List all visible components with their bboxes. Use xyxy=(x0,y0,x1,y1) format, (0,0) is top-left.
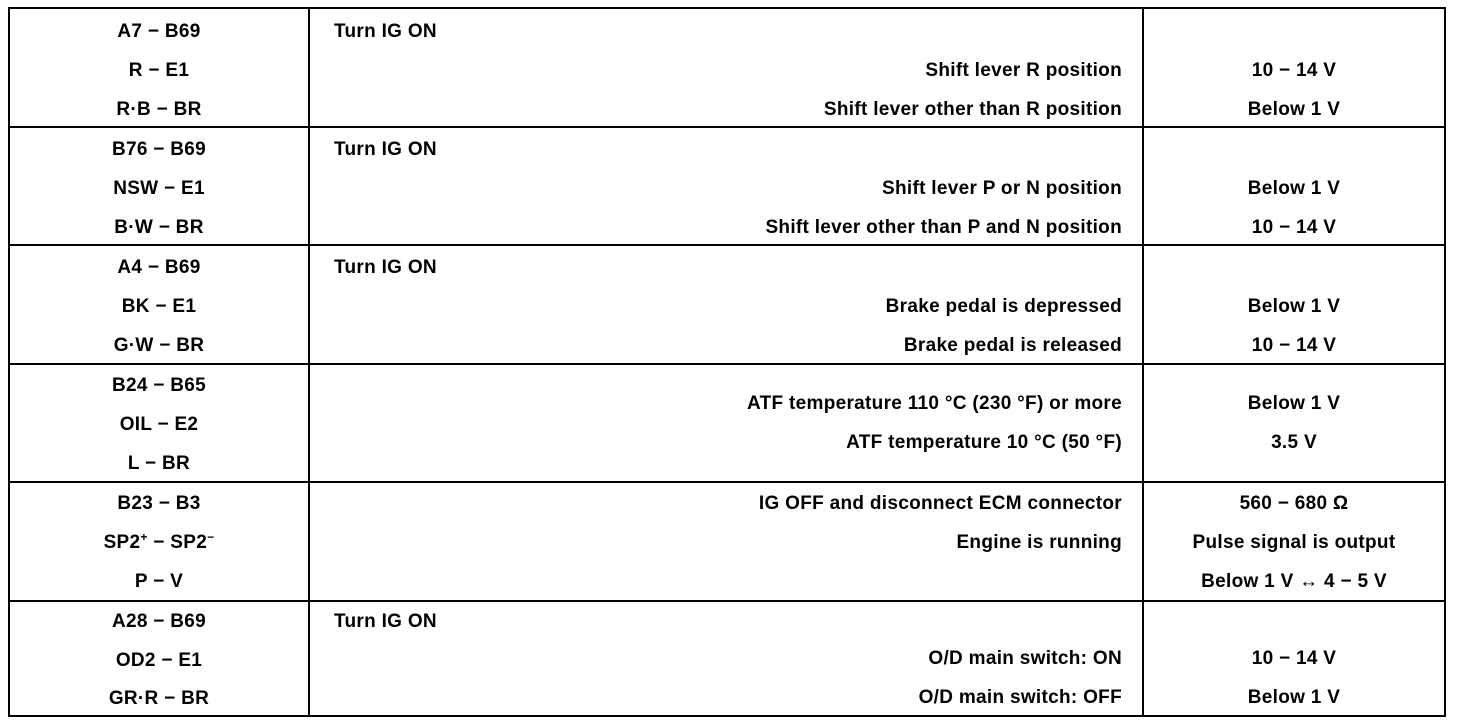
terminal-pair: P − V xyxy=(134,571,184,592)
condition: Shift lever other than P and N position xyxy=(765,217,1122,238)
terminal-pair: A28 − B69 xyxy=(111,611,207,632)
terminal-pair: B24 − B65 xyxy=(111,375,207,396)
specified-value: Below 1 V xyxy=(1247,178,1341,199)
specified-value: 10 − 14 V xyxy=(1251,648,1337,669)
condition: Brake pedal is released xyxy=(903,335,1122,356)
specified-value: Below 1 V xyxy=(1247,296,1341,317)
condition-header: Turn IG ON xyxy=(334,257,437,278)
specified-value: Below 1 V ↔ 4 − 5 V xyxy=(1201,571,1387,592)
terminal-pair: NSW − E1 xyxy=(113,178,205,199)
terminal-dash: − xyxy=(153,532,165,553)
table-row xyxy=(10,365,1444,483)
terminal-pair: A4 − B69 xyxy=(117,257,201,278)
superscript-minus: − xyxy=(207,530,215,544)
terminal-pair: OIL − E2 xyxy=(119,414,199,435)
terminal-pair: OD2 − E1 xyxy=(115,650,203,671)
condition: O/D main switch: ON xyxy=(928,648,1122,669)
table-row xyxy=(10,246,1444,365)
condition: Shift lever P or N position xyxy=(881,178,1122,199)
condition-header: Turn IG ON xyxy=(334,139,437,160)
terminal-pair: L − BR xyxy=(127,453,191,474)
specified-value: 10 − 14 V xyxy=(1251,217,1337,238)
terminal-label: SP2 xyxy=(170,532,208,553)
table-row xyxy=(10,128,1444,246)
terminal-pair: R·B − BR xyxy=(116,99,202,120)
terminal-pair: B76 − B69 xyxy=(111,139,207,160)
specified-value: Below 1 V xyxy=(1247,99,1341,120)
condition: Shift lever other than R position xyxy=(823,99,1122,120)
table-row xyxy=(10,483,1444,602)
terminal-pair-sp2 xyxy=(10,523,308,562)
terminal-inspection-table xyxy=(8,7,1446,717)
condition: Shift lever R position xyxy=(925,60,1122,81)
terminal-pair: B·W − BR xyxy=(114,217,204,238)
terminal-pair: R − E1 xyxy=(128,60,190,81)
terminal-label: SP2 xyxy=(103,532,141,553)
superscript-plus: + xyxy=(140,530,148,544)
condition: ATF temperature 10 °C (50 °F) xyxy=(846,432,1122,453)
condition-header: Turn IG ON xyxy=(334,611,437,632)
specified-value: 560 − 680 Ω xyxy=(1239,493,1349,514)
table-row xyxy=(10,9,1444,128)
specified-value: Below 1 V xyxy=(1247,687,1341,708)
condition: Engine is running xyxy=(956,532,1122,553)
terminal-pair: B23 − B3 xyxy=(117,493,201,514)
condition: Brake pedal is depressed xyxy=(885,296,1122,317)
terminal-pair: G·W − BR xyxy=(113,335,205,356)
specified-value: 10 − 14 V xyxy=(1251,335,1337,356)
specified-value: Pulse signal is output xyxy=(1192,532,1396,553)
specified-value: 10 − 14 V xyxy=(1251,60,1337,81)
terminal-pair: GR·R − BR xyxy=(108,688,210,709)
specified-value: 3.5 V xyxy=(1271,432,1317,453)
condition: ATF temperature 110 °C (230 °F) or more xyxy=(747,393,1122,414)
specified-value: Below 1 V xyxy=(1247,393,1341,414)
condition-header: Turn IG ON xyxy=(334,21,437,42)
terminal-pair: A7 − B69 xyxy=(117,21,201,42)
condition: IG OFF and disconnect ECM connector xyxy=(758,493,1122,514)
condition: O/D main switch: OFF xyxy=(918,687,1122,708)
table-row xyxy=(10,602,1444,715)
terminal-pair: BK − E1 xyxy=(121,296,197,317)
